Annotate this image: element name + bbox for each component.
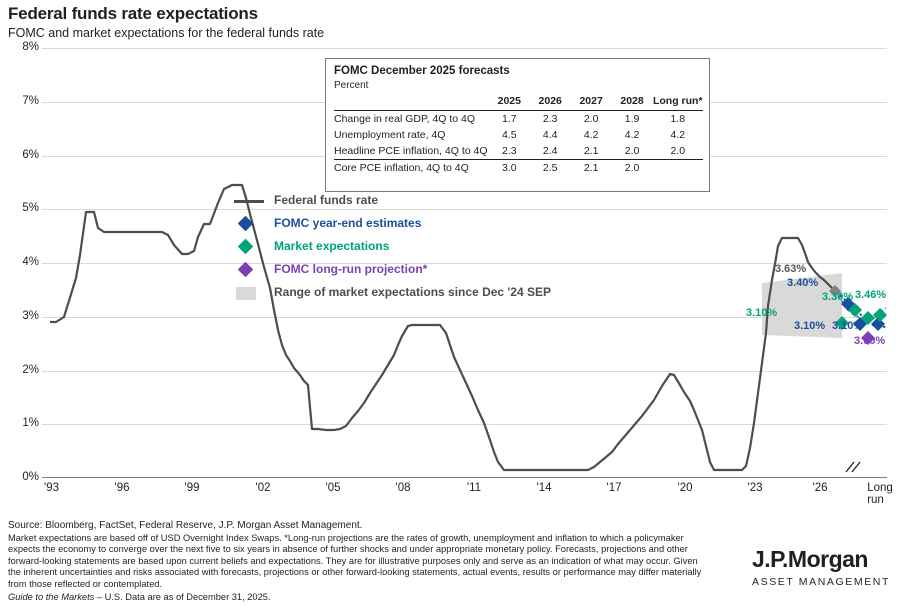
col-header-2026: 2026 (530, 95, 571, 111)
table-header-row (334, 95, 703, 111)
x-tick-label: '08 (395, 482, 411, 494)
x-tick-label: '14 (536, 482, 552, 494)
brand-logo (752, 546, 890, 588)
legend-item-range-band (232, 282, 712, 305)
table-row (334, 160, 703, 177)
cell: 2.1 (583, 145, 599, 157)
data-label-latest: 3.63% (775, 263, 807, 275)
data-label-fomc-2027: 3.10% (794, 320, 826, 332)
cell: 4.2 (624, 129, 640, 141)
data-label-fomc-2026: 3.40% (787, 277, 819, 289)
purple-diamond-icon (232, 259, 266, 282)
x-tick-label: '96 (114, 482, 130, 494)
x-tick-label: '02 (255, 482, 271, 494)
legend-item-longrun-projection (232, 259, 712, 282)
row-label: Headline PCE inflation, 4Q to 4Q (334, 145, 488, 157)
grey-square-icon (232, 282, 266, 305)
col-header-blank (334, 95, 489, 111)
cell: 2.0 (612, 160, 653, 177)
x-tick-label: '20 (677, 482, 693, 494)
x-tick-label: '17 (606, 482, 622, 494)
x-tick-label: Long run (867, 482, 893, 506)
x-tick-label: '11 (466, 482, 482, 494)
x-tick-label: '05 (325, 482, 341, 494)
cell: 2.0 (583, 113, 599, 125)
data-label-fomc-2028: 3.10% (832, 320, 864, 332)
cell: 3.0 (489, 160, 530, 177)
x-tick-label: '99 (184, 482, 200, 494)
table-row (334, 111, 703, 128)
cell: 2.0 (624, 145, 640, 157)
table-row (334, 143, 703, 160)
x-tick-label: '93 (44, 482, 59, 494)
x-tick-label: '26 (812, 482, 828, 494)
row-label: Change in real GDP, 4Q to 4Q (334, 113, 476, 125)
y-tick-label: 6% (22, 148, 39, 161)
y-tick-label: 4% (22, 256, 39, 268)
guide-line (8, 592, 708, 602)
x-tick-label: '23 (747, 482, 763, 494)
blue-diamond-icon (232, 213, 266, 236)
col-header-2027: 2027 (571, 95, 612, 111)
legend-label: FOMC year-end estimates (274, 216, 422, 230)
legend-label: Range of market expectations since Dec '24 SEP (274, 285, 551, 299)
cell: 1.7 (501, 113, 517, 125)
data-label-longrun: 3.00% (854, 335, 886, 347)
y-tick-label: 1% (22, 417, 39, 430)
source-text: Source: Bloomberg, FactSet, Federal Reserve, J.P. Morgan Asset Management. (8, 520, 363, 531)
cell: 1.8 (670, 113, 686, 125)
cell: 2.3 (501, 145, 517, 157)
fomc-table-title: FOMC December 2025 forecasts (334, 65, 510, 77)
chart-legend (232, 190, 712, 305)
guide-rest: – U.S. Data are as of December 31, 2025. (94, 592, 271, 603)
guide-italic: Guide to the Markets (8, 592, 95, 603)
data-label-market-2026: 3.30% (822, 291, 854, 303)
y-tick-label: 8% (22, 41, 39, 53)
y-tick-label: 0% (22, 471, 39, 483)
col-header-long-run: Long run* (653, 95, 703, 111)
cell: 4.5 (501, 129, 517, 141)
y-tick-label: 3% (22, 309, 39, 322)
col-header-2025: 2025 (489, 95, 530, 111)
footer (8, 520, 708, 602)
cell (653, 160, 703, 177)
legend-item-market-expectations (232, 236, 712, 259)
y-tick-label: 7% (22, 94, 39, 107)
footnote-text: Market expectations are based off of USD Overnight Index Swaps. *Long-run projections are the rates of growth, unemployment and inflation to which a policymaker expects the economy to converge over the next five to six years in absence of further shocks and under appropriate monetary policy. Forecasts, projections and other forward-looking statements are based upon current beliefs and expectations. They are for illustrative purposes only and serve as an indication of what may occur. Given the inherent uncertainties and risks associated with forecasts, projections or other forward-looking statements, actual events, results or performance may differ materially from those reflected or contemplated. (8, 533, 702, 589)
brand-name: J.P.Morgan (751, 546, 868, 572)
col-header-2028: 2028 (612, 95, 653, 111)
page-title: Federal funds rate expectations (8, 4, 258, 23)
page-subtitle: FOMC and market expectations for the federal funds rate (8, 26, 325, 40)
cell: 2.1 (571, 160, 612, 177)
row-label: Unemployment rate, 4Q (334, 129, 446, 141)
legend-label: FOMC long-run projection* (274, 262, 428, 276)
legend-label: Federal funds rate (274, 193, 379, 207)
cell: 2.5 (530, 160, 571, 177)
legend-item-fed-funds-rate (232, 190, 712, 213)
cell: 4.2 (583, 129, 599, 141)
cell: 2.3 (542, 113, 558, 125)
fomc-forecast-table (325, 58, 710, 192)
cell: 2.0 (670, 145, 686, 157)
brand-tagline: ASSET MANAGEMENT (751, 576, 890, 588)
row-label: Core PCE inflation, 4Q to 4Q (334, 160, 489, 177)
cell: 4.4 (542, 129, 558, 141)
forecast-table (334, 95, 703, 176)
green-diamond-icon (232, 236, 266, 259)
cell: 1.9 (624, 113, 640, 125)
cell: 2.4 (542, 145, 558, 157)
y-tick-label: 2% (22, 363, 39, 376)
data-label-market-2028: 3.46% (855, 289, 887, 301)
table-row (334, 127, 703, 143)
cell: 4.2 (670, 129, 686, 141)
legend-item-fomc-estimates (232, 213, 712, 236)
legend-line-swatch (232, 190, 266, 213)
data-label-market-2027: 3.10% (746, 307, 778, 319)
legend-label: Market expectations (274, 239, 390, 253)
y-tick-label: 5% (22, 202, 39, 215)
fomc-table-subtitle: Percent (334, 80, 369, 91)
market-expectation-diamond (873, 308, 887, 322)
